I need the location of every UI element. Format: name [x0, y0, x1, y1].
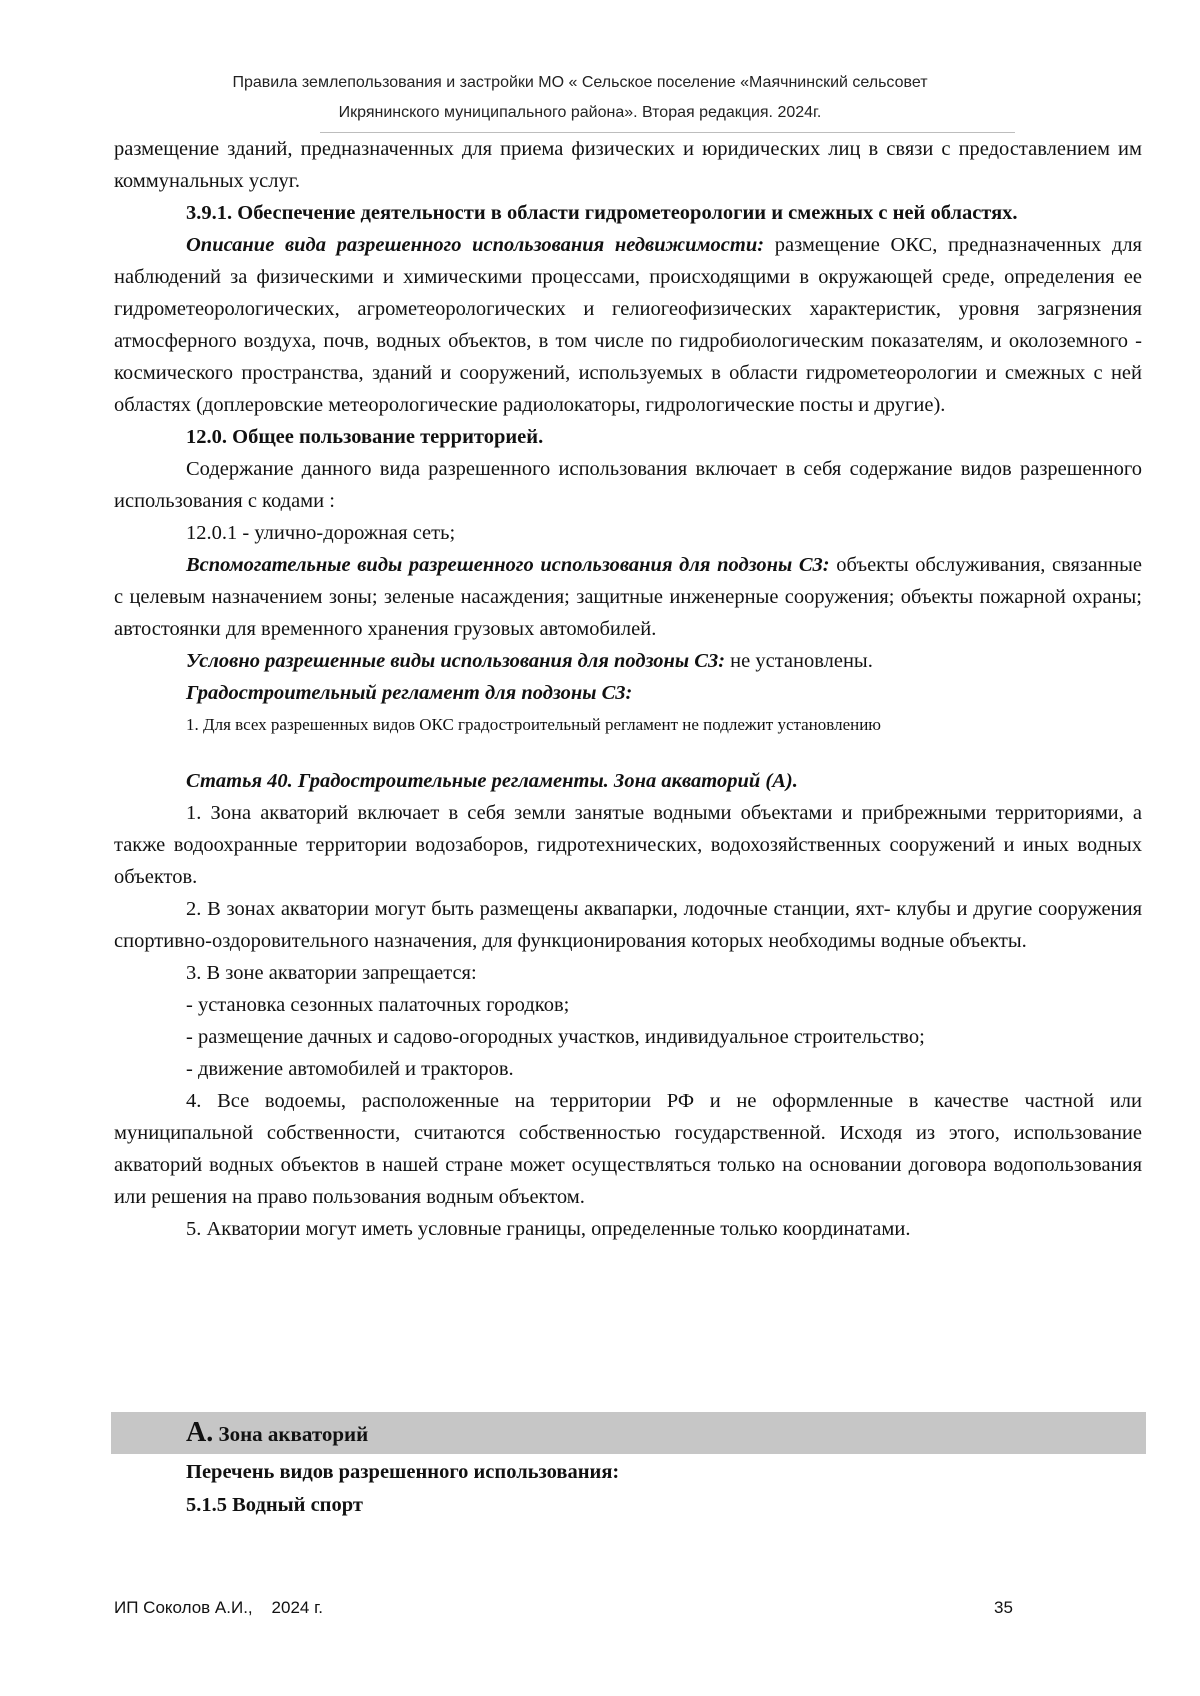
auxiliary-uses-paragraph — [114, 549, 1142, 645]
header-line-1: Правила землепользования и застройки МО « Сельское поселение «Маячнинский сельсовет — [232, 74, 928, 91]
running-header — [140, 68, 1020, 128]
article-40-paragraph-1: 1. Зона акваторий включает в себя земли занятые водными объектами и прибрежными территориями, а также водоохранные территории водозаборов, гидротехнических, водохозяйственных сооружений и иных водных объектов. — [114, 802, 1142, 888]
conditional-uses-text: не установлены. — [725, 650, 873, 672]
permitted-uses-title: Перечень видов разрешенного использования: — [186, 1461, 620, 1483]
article-40-paragraph-5: 5. Акватории могут иметь условные границы, определенные только координатами. — [186, 1218, 911, 1240]
section-12-0-title: 12.0. Общее пользование территорией. — [186, 426, 544, 448]
prohibition-item-1: - установка сезонных палаточных городков; — [186, 994, 570, 1016]
permitted-uses-list — [114, 1456, 1142, 1522]
paragraph-continuation: размещение зданий, предназначенных для приема физических и юридических лиц в связи с предоставлением им коммунальных услуг. — [114, 138, 1142, 192]
permitted-use-item: 5.1.5 Водный спорт — [186, 1494, 363, 1516]
prohibition-item-2: - размещение дачных и садово-огородных участков, индивидуальное строительство; — [186, 1026, 925, 1048]
footer-author: ИП Соколов А.И., 2024 г. — [114, 1598, 323, 1617]
conditional-uses-label: Условно разрешенные виды использования для подзоны С3: — [186, 650, 726, 672]
description-label: Описание вида разрешенного использования недвижимости: — [186, 234, 765, 256]
auxiliary-uses-text: объекты обслуживания, связанные с целевым назначением зоны; зеленые насаждения; защитные инженерные сооружения; объекты пожарной охраны; автостоянки для временного хранения грузовых автомобилей. — [114, 554, 1142, 640]
page-number: 35 — [994, 1598, 1013, 1617]
zone-heading-bar — [111, 1412, 1146, 1454]
zone-letter: А. — [186, 1417, 214, 1448]
article-40-paragraph-4: 4. Все водоемы, расположенные на территории РФ и не оформленные в качестве частной или муниципальной собственности, считаются собственностью государственной. Исходя из этого, использование акваторий водных объектов в нашей стране может осуществляться только на основании договора водопользования или решения на право пользования водным объектом. — [114, 1090, 1142, 1208]
zone-title: Зона акваторий — [213, 1422, 369, 1446]
regulation-label: Градостроительный регламент для подзоны С3: — [186, 682, 633, 704]
spacer — [114, 741, 1142, 765]
section-12-0-text: Содержание данного вида разрешенного использования включает в себя содержание видов разрешенного использования с кодами : — [114, 458, 1142, 512]
section-3-9-1-title: 3.9.1. Обеспечение деятельности в области гидрометеорологии и смежных с ней областях. — [186, 202, 1018, 224]
section-12-0-code: 12.0.1 - улично-дорожная сеть; — [186, 522, 456, 544]
prohibition-item-3: - движение автомобилей и тракторов. — [186, 1058, 514, 1080]
conditional-uses-paragraph — [114, 645, 1142, 677]
auxiliary-uses-label: Вспомогательные виды разрешенного использования для подзоны С3: — [186, 554, 830, 576]
header-line-2: Икрянинского муниципального района». Вторая редакция. 2024г. — [338, 104, 822, 121]
article-40-paragraph-3: 3. В зоне акватории запрещается: — [186, 962, 477, 984]
article-40-paragraph-2: 2. В зонах акватории могут быть размещены аквапарки, лодочные станции, яхт- клубы и другие сооружения спортивно-оздоровительного назначения, для функционирования которых необходимы водные объекты. — [114, 898, 1142, 952]
description-text: размещение ОКС, предназначенных для наблюдений за физическими и химическими процессами, происходящими в окружающей среде, определения ее гидрометеорологических, агрометеорологических и гелиогеофизических характеристик, уровня загрязнения атмосферного воздуха, почв, водных объектов, в том числе по гидробиологическим показателям, и околоземного - космического пространства, зданий и сооружений, используемых в области гидрометеорологии и смежных с ней областях (доплеровские метеорологические радиолокаторы, гидрологические посты и другие). — [114, 234, 1142, 416]
document-body — [114, 133, 1142, 1245]
section-3-9-1-description — [114, 229, 1142, 421]
regulation-item: 1. Для всех разрешенных видов ОКС градостроительный регламент не подлежит установлению — [186, 715, 882, 734]
article-40-title: Статья 40. Градостроительные регламенты. Зона акваторий (А). — [186, 770, 798, 792]
